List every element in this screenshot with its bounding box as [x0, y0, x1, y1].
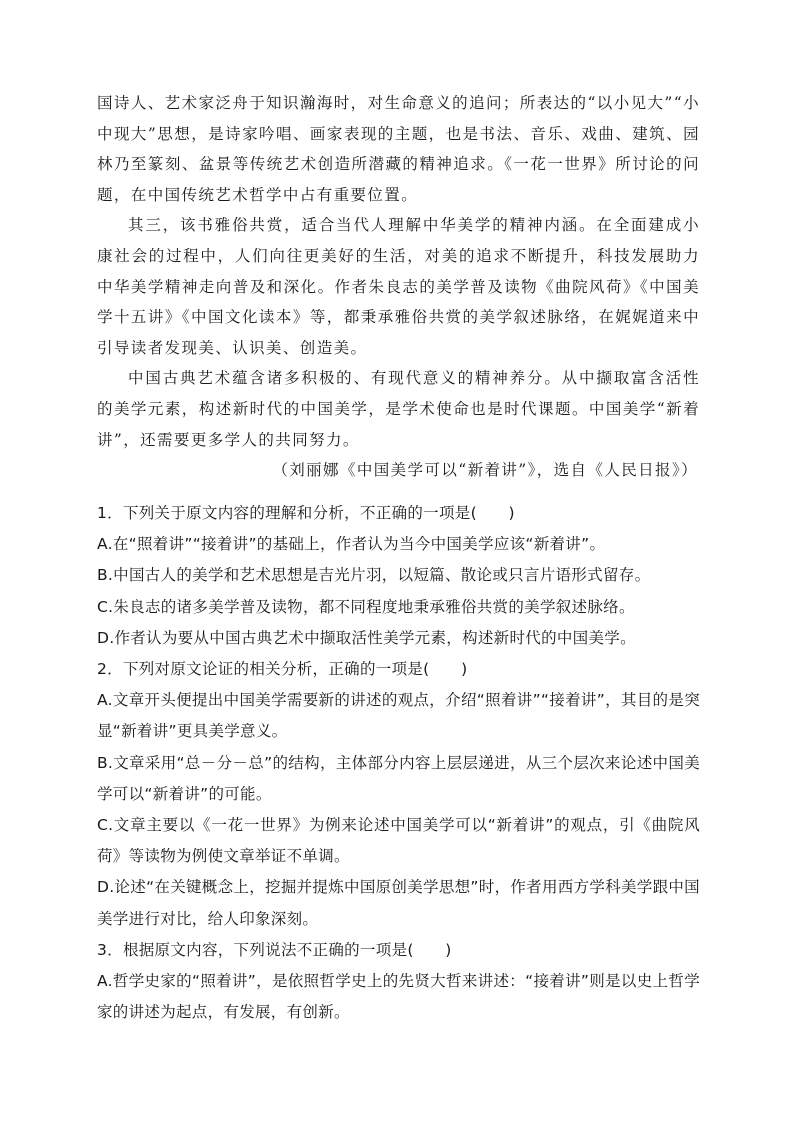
- question-2-stem: 2．下列对原文论证的相关分析，正确的一项是( ): [97, 660, 468, 679]
- question-2-option-c: C.文章主要以《一花一世界》为例来论述中国美学可以“新着讲”的观点，引《曲院风荷》等读物为例使文章举证不单调。: [97, 816, 700, 866]
- passage-paragraph-1: 国诗人、艺术家泛舟于知识瀚海时，对生命意义的追问；所表达的“以小见大”“小中现大”思想，是诗家吟唱、画家表现的主题，也是书法、音乐、戏曲、建筑、园林乃至篆刻、盆景等传统艺术创造所潜藏的精神追求。《一花一世界》所讨论的问题，在中国传统艺术哲学中占有重要位置。: [97, 94, 700, 204]
- reading-passage: [97, 88, 700, 486]
- question-1-option-d: D.作者认为要从中国古典艺术中撷取活性美学元素，构述新时代的中国美学。: [97, 628, 636, 647]
- question-3-stem: 3．根据原文内容，下列说法不正确的一项是( ): [97, 940, 452, 959]
- question-1-option-b: B.中国古人的美学和艺术思想是吉光片羽，以短篇、散论或只言片语形式留存。: [97, 566, 651, 585]
- question-1-option-a: A.在“照着讲”“接着讲”的基础上，作者认为当今中国美学应该“新着讲”。: [97, 535, 606, 554]
- source-citation: （刘丽娜《中国美学可以“新着讲”》，选自《人民日报》）: [272, 461, 698, 480]
- question-2-option-b: B.文章采用“总－分－总”的结构，主体部分内容上层层递进，从三个层次来论述中国美学可以“新着讲”的可能。: [97, 753, 700, 803]
- question-2-option-d: D.论述“在关键概念上，挖掘并提炼中国原创美学思想”时，作者用西方学科美学跟中国美学进行对比，给人印象深刻。: [97, 878, 700, 928]
- question-list: [97, 498, 700, 1028]
- question-1-option-c: C.朱良志的诸多美学普及读物，都不同程度地秉承雅俗共赏的美学叙述脉络。: [97, 597, 635, 616]
- passage-paragraph-2: 其三，该书雅俗共赏，适合当代人理解中华美学的精神内涵。在全面建成小康社会的过程中，人们向往更美好的生活，对美的追求不断提升，科技发展助力中华美学精神走向普及和深化。作者朱良志的美学普及读物《曲院风荷》《中国美学十五讲》《中国文化读本》等，都秉承雅俗共赏的美学叙述脉络，在娓娓道来中引导读者发现美、认识美、创造美。: [97, 216, 700, 357]
- passage-paragraph-3: 中国古典艺术蕴含诸多积极的、有现代意义的精神养分。从中撷取富含活性的美学元素，构述新时代的中国美学，是学术使命也是时代课题。中国美学“新着讲”，还需要更多学人的共同努力。: [97, 369, 700, 449]
- question-2-option-a: A.文章开头便提出中国美学需要新的讲述的观点，介绍“照着讲”“接着讲”，其目的是突显“新着讲”更具美学意义。: [97, 691, 700, 741]
- question-3-option-a: A.哲学史家的“照着讲”，是依照哲学史上的先贤大哲来讲述：“接着讲”则是以史上哲学家的讲述为起点，有发展，有创新。: [97, 972, 700, 1022]
- question-1-stem: 1．下列关于原文内容的理解和分析，不正确的一项是( ): [97, 504, 515, 522]
